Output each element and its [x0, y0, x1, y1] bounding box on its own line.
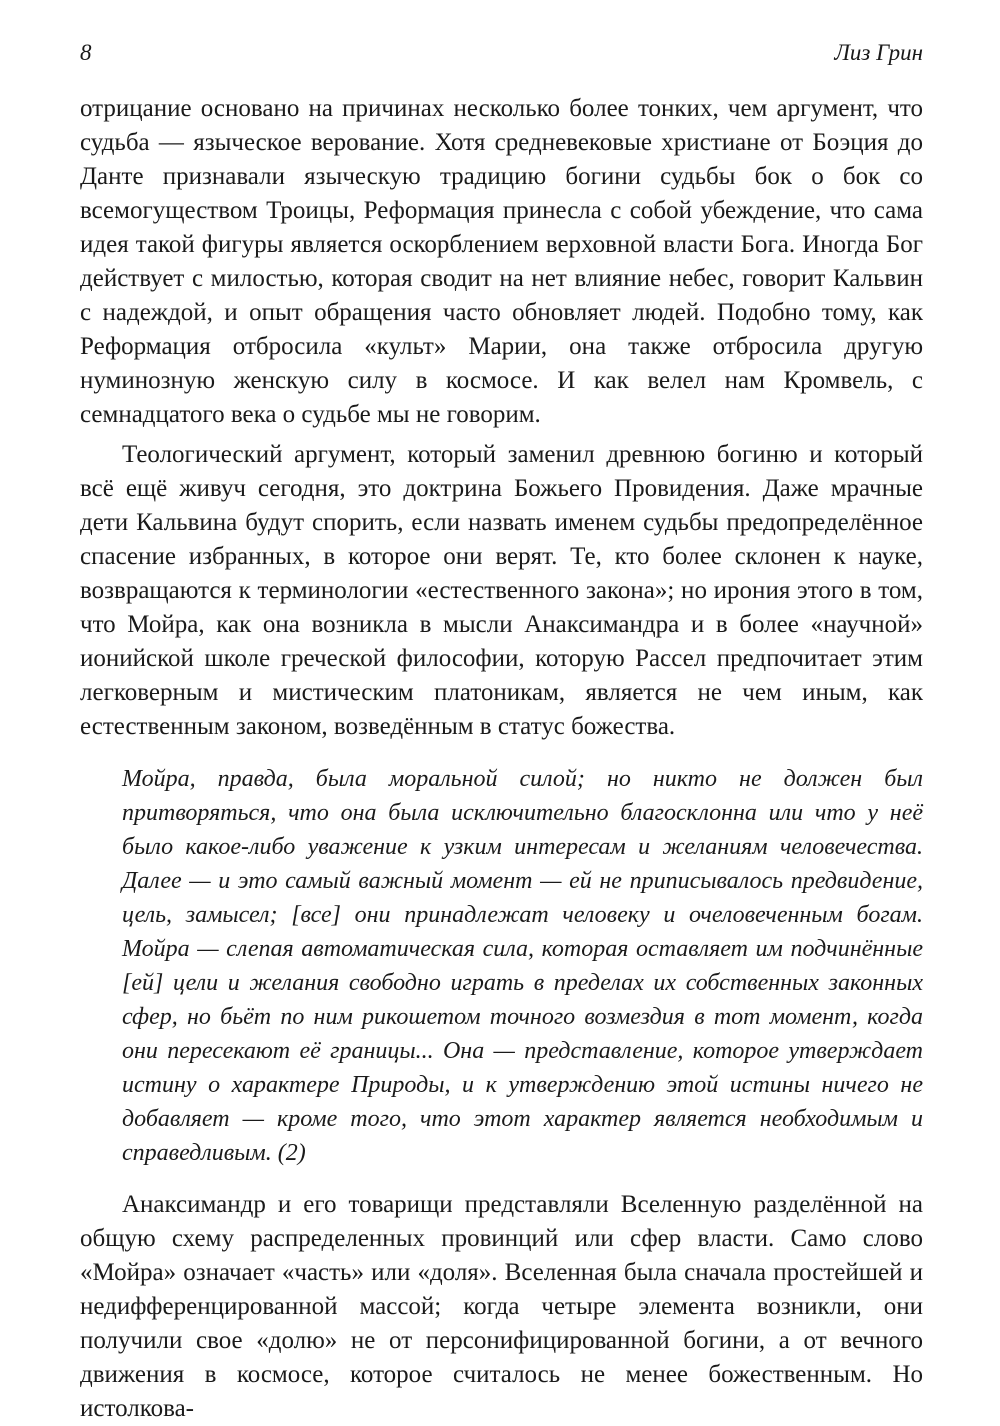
block-quote: Мойра, правда, была моральной силой; но никто не должен был притворяться, что она была исключительно благосклонна или что у неё было какое-либо уважение к узким интересам и желаниям человечества. Далее — и это самый важный момент — ей не приписывалось предвидение, цель, замысел; [все] они принадлежат человеку и очеловеченным богам. Мойра — слепая автоматическая сила, которая оставляет им подчинённые [ей] цели и желания свободно играть в пределах их собственных законных сфер, но бьёт по ним рикошетом точного возмездия в тот момент, когда они пересекают её границы... Она — представление, которое утверждает истину о характере Природы, и к утверждению этой истины ничего не добавляет — кроме того, что этот характер является необходимым и справедливым. (2) [122, 766, 923, 1166]
body-paragraph-2: Теологический аргумент, который заменил древнюю богиню и который всё ещё живуч сегодня, это доктрина Божьего Провидения. Даже мрачные дети Кальвина будут спорить, если назвать именем судьбы предопределённое спасение избранных, в которое они верят. Те, кто более склонен к науке, возвращаются к терминологии «естественного закона»; но ирония этого в том, что Мойра, как она возникла в мысли Анаксимандра и в более «научной» ионийской школе греческой философии, которую Рассел предпочитает этим легковерным и мистическим платоникам, является не чем иным, как естественным законом, возведённым в статус божества. [80, 441, 923, 740]
page-number: 8 [80, 40, 92, 65]
page-header [80, 40, 923, 72]
running-head-author: Лиз Грин [834, 40, 923, 65]
page-body [80, 92, 923, 1426]
body-paragraph-3: Анаксимандр и его товарищи представляли Вселенную разделённой на общую схему распределенных провинций или сфер власти. Само слово «Мойра» означает «часть» или «доля». Вселенная была сначала простейшей и недифференцированной массой; когда четыре элемента возникли, они получили свое «долю» не от персонифицированной богини, а от вечного движения в космосе, которое считалось не менее божественным. Но истолкова- [80, 1191, 923, 1422]
body-paragraph-1: отрицание основано на причинах несколько более тонких, чем аргумент, что судьба — языческое верование. Хотя средневековые христиане от Боэция до Данте признавали языческую традицию богини судьбы бок о бок со всемогуществом Троицы, Реформация принесла с собой убеждение, что сама идея такой фигуры является оскорблением верховной власти Бога. Иногда Бог действует с милостью, которая сводит на нет влияние небес, говорит Кальвин с надеждой, и опыт обращения часто обновляет людей. Подобно тому, как Реформация отбросила «культ» Марии, она также отбросила другую нуминозную женскую силу в космосе. И как велел нам Кромвель, с семнадцатого века о судьбе мы не говорим. [80, 95, 923, 428]
